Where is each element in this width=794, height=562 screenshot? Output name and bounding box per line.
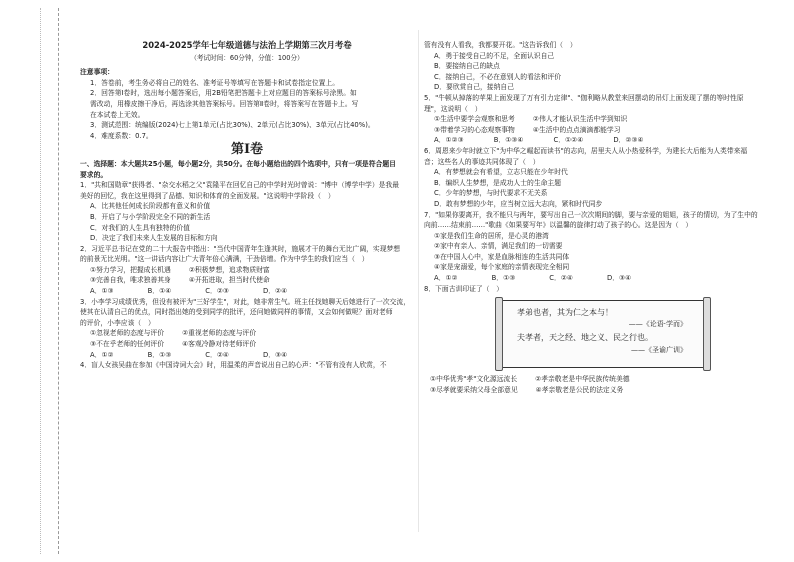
question-stem: 理"，这说明（ ） — [424, 104, 482, 113]
choice: D．③④ — [607, 274, 632, 283]
item: ②积极梦想，追求物质财富 — [188, 265, 270, 274]
notes-line: 在本试卷上无效。 — [90, 110, 145, 119]
choice: C．②④ — [549, 274, 574, 283]
item: ①努力学习，把握成长机遇 — [90, 265, 171, 274]
option: A．有梦想就会有希望，立志只能在少年时代 — [434, 168, 568, 177]
item: ④客观冷静对待老师评价 — [182, 340, 257, 349]
question-stem: 音；这些名人的事迹共同体现了（ ） — [424, 157, 540, 166]
option: C．对我们的人生具有独特的价值 — [90, 223, 190, 232]
choice: A．①③ — [90, 287, 114, 296]
question-5 — [424, 93, 769, 146]
choice: A．①② — [434, 274, 458, 283]
question-1 — [80, 180, 414, 244]
choice: A．①②③ — [434, 136, 464, 145]
option: A．比其他任何成长阶段都有意义和价值 — [90, 202, 211, 211]
question-stem: 1．"共和国勋章"获得者、"杂交水稻之父"袁隆平在回忆自己的中学时光时曾说："博中（博学中学）是我最 — [80, 181, 400, 190]
choice: B．①④ — [147, 287, 172, 296]
choice-row — [424, 135, 769, 146]
scroll-rod-right — [703, 297, 711, 371]
item: ③尽孝就要采纳父母全部意见 — [430, 385, 518, 394]
item-row — [424, 374, 769, 385]
question-stem: 8．下面古训印证了（ ） — [424, 284, 504, 293]
option: D．敢有梦想的少年，应当树立远大志向，紧和时代同步 — [434, 199, 603, 208]
quote-line: 孝弟也者，其为仁之本与！ — [517, 308, 613, 318]
item: ③完善自我，唯求独善其身 — [90, 276, 171, 285]
question-stem: 3．小李学习成绩优秀，但没有被评为"三好学生"，对此，她非常生气。班主任找她聊天后她进行了一次交流， — [80, 297, 411, 306]
question-stem: 的评价，小李应该（ ） — [80, 318, 155, 327]
section-title: 第Ⅰ卷 — [230, 142, 264, 158]
scroll-rod-left — [495, 297, 503, 371]
choice: D．②③④ — [613, 136, 644, 145]
quote-line: 夫孝者，天之经、地之义、民之行也。 — [517, 333, 653, 343]
question-6 — [424, 146, 769, 210]
option: B．编织人生梦想，是成功人士的生命主题 — [434, 178, 562, 187]
choice-row — [424, 273, 769, 284]
option: D．决定了我们未来人生发展的目标和方向 — [90, 234, 218, 243]
option: C．接纳自己，不必在意别人的看法和评价 — [434, 72, 562, 81]
item: ②重视老师的态度与评价 — [182, 329, 257, 338]
choice: B．①③ — [491, 274, 516, 283]
quote-source: ——《圣谕广训》 — [631, 346, 687, 355]
question-stem: 4．盲人女孩吴曲在参加《中国诗词大会》时，用温柔的声音说出自己的心声："不管有没有人欣赏，不 — [80, 361, 387, 370]
item-row — [424, 385, 769, 396]
right-column — [424, 0, 769, 395]
item-row — [80, 339, 414, 350]
choice: B．①③④ — [493, 136, 524, 145]
question-stem: 5．"牛顿从掉落的苹果上面发现了万有引力定律"、"伽利略从教堂来回摆动的吊灯上面发现了摆的等时性原 — [424, 93, 744, 102]
question-stem: 7．"如果你要离开，我不能只与两年，要写出自己一次次期间的脚，要与亲爱的姐姐，孩子的情切，为了生中的 — [424, 210, 758, 219]
question-stem: 的前景无比光明。"这一讲话内容让广大青年倍心满满，干劲倍增。作为中学生的我们应当（ ） — [80, 255, 369, 264]
choice: D．③④ — [263, 350, 288, 359]
item-row — [80, 275, 414, 286]
question-4 — [80, 360, 414, 371]
option: ①家是我们生命的居所，是心灵的港湾 — [434, 231, 549, 240]
option: ③在中国人心中，家是血脉相连的生活共同体 — [434, 252, 570, 261]
option: ②家中有亲人、亲情，满足我们的一切需要 — [434, 242, 563, 251]
item-row — [424, 114, 769, 125]
item: ④孝亲敬老是公民的法定义务 — [535, 385, 624, 394]
exam-title: 2024-2025学年七年级道德与法治上学期第三次月考卷 — [142, 40, 352, 50]
choice: C．②③ — [205, 287, 230, 296]
left-column — [80, 0, 414, 371]
item-row — [80, 265, 414, 276]
question-8 — [424, 284, 769, 396]
question-stem: 2．习近平总书记在党的二十大报告中指出："当代中国青年生逢其时，施展才干的舞台无比广阔，实现梦想 — [80, 244, 401, 253]
option: ④家是宠溺爱，每个家庭的亲情表现完全相同 — [434, 263, 570, 272]
option: A．勇于接受自己的不足，全面认识自己 — [434, 51, 555, 60]
question-stem: 6．周恩来少年时就立下"为中华之崛起而读书"的志向，居里夫人从小热爱科学，为建长大后能为人类带来福 — [424, 146, 748, 155]
choice-row — [80, 286, 414, 297]
notes-line: 3．测试范围：统编版(2024)七上第1单元(占比30%)、2单元(占比30%)、3单元(占比40%)。 — [90, 121, 375, 130]
binding-margin — [0, 8, 64, 554]
option: C．少年的梦想，与时代要求不无关系 — [434, 189, 548, 198]
choice: B．①③ — [147, 350, 172, 359]
option: B．要接纳自己的缺点 — [434, 62, 500, 71]
item: ①生活中要学会观察和思考 — [434, 115, 515, 124]
question-2 — [80, 244, 414, 297]
exam-info: （考试时间：60分钟，分值：100分） — [190, 53, 304, 62]
notes-heading: 注意事项： — [80, 68, 114, 77]
column-divider — [418, 30, 419, 532]
choice: A．①② — [90, 350, 114, 359]
item: ②孝亲敬老是中华民族传统美德 — [535, 375, 630, 384]
item: ③带着学习的心态观察事物 — [434, 125, 515, 134]
item: ①忽视老师的态度与评价 — [90, 329, 165, 338]
question-4-continued — [424, 40, 769, 93]
choice-row — [80, 350, 414, 361]
scroll-quote-box — [502, 300, 704, 368]
choice: C．②④ — [205, 350, 230, 359]
notes-line: 4．难度系数：0.7。 — [90, 131, 153, 140]
section-intro: 一、选择题：本大题共25小题，每小题2分，共50分。在每小题给出的四个选项中，只有一项是符合题目 — [80, 159, 396, 168]
item: ②伟人才能认识生活中学到知识 — [532, 115, 628, 124]
item: ④开拓进取，担当时代使命 — [188, 276, 270, 285]
quote-source: ——《论语·学而》 — [628, 320, 687, 329]
section-intro: 要求的。 — [80, 170, 108, 179]
option: B．开启了与小学阶段完全不同的新生活 — [90, 212, 211, 221]
notes — [80, 67, 414, 141]
item-row — [424, 125, 769, 136]
question-stem: 使其在认清自己的优点，同时指出她的受到同学的批评，还问她做同样的事情，又会如何做呢？面对老师 — [80, 308, 393, 317]
item: ④生活中的点点滴滴都能学习 — [532, 125, 621, 134]
binding-line-cut — [58, 8, 59, 554]
item-row — [80, 328, 414, 339]
question-7 — [424, 210, 769, 284]
choice: D．②④ — [263, 287, 288, 296]
option: D．要欣赏自己，接纳自己 — [434, 83, 514, 92]
notes-line: 需改动，用橡皮擦干净后，再选涂其他答案标号。回答第Ⅱ卷时，将答案写在答题卡上。写 — [90, 99, 359, 108]
notes-line: 1．答卷前，考生务必将自己的姓名、准考证号等填写在答题卡和试卷指定位置上。 — [90, 78, 340, 87]
binding-line-inner — [40, 8, 41, 554]
choice: C．①②④ — [553, 136, 584, 145]
question-stem: 向前……结束前……"歌曲《如果要写年》以温馨的旋律打动了孩子的心。这是因为（ ） — [424, 221, 693, 230]
notes-line: 2．回答第Ⅰ卷时，选出每小题答案后，用2B铅笔把答题卡上对应题目的答案标号涂黑。如 — [90, 89, 357, 98]
item: ③不在乎老师的任何评价 — [90, 340, 165, 349]
question-3 — [80, 297, 414, 361]
question-stem: 美好的回忆，我在这里得到了品德、知识和体育的全面发展。"这说明中学阶段（ ） — [80, 191, 335, 200]
item: ①中华优秀"孝"文化源远流长 — [430, 375, 518, 384]
question-stem: 管有没有人看我，我都要开花。"这告诉我们（ ） — [424, 41, 577, 49]
